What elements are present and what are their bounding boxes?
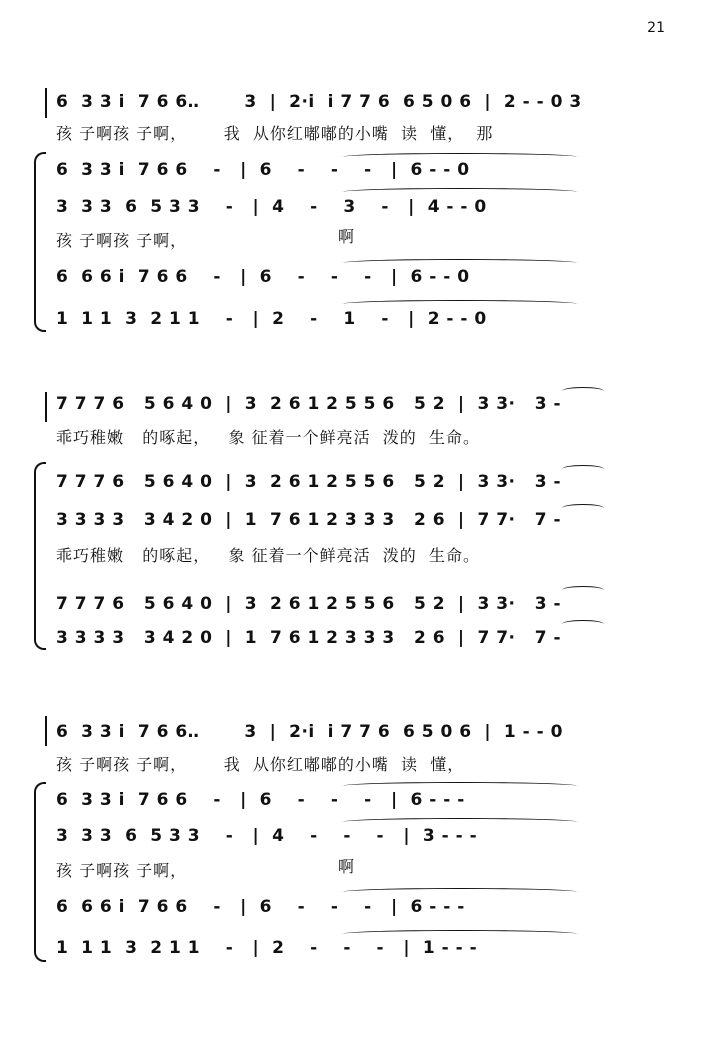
choir-part-2: 3 3 3 3 3 4 2 0 | 1 7 6 1 2 3 3 3 2 6 | 7 7· 7 - — [56, 510, 562, 530]
choir-part-1: 6 3 3 i 7 6 6 - | 6 - - - | 6 - - - — [56, 790, 465, 810]
choir-lyrics: 孩 子啊孩 子啊， — [56, 861, 188, 880]
tie — [342, 259, 578, 267]
solo-lyrics: 孩 子啊孩 子啊， 我 从你红嘟嘟的小嘴 读 懂， 那 — [56, 124, 494, 143]
choir-part-1: 6 3 3 i 7 6 6 - | 6 - - - | 6 - - 0 — [56, 160, 470, 180]
choir-part-4: 1 1 1 3 2 1 1 - | 2 - - - | 1 - - - — [56, 938, 478, 958]
choir-part-1: 7 7 7 6 5 6 4 0 | 3 2 6 1 2 5 5 6 5 2 | 3 3· 3 - — [56, 472, 562, 492]
choir-lyrics-ah: 啊 — [338, 227, 356, 246]
tie — [342, 930, 578, 938]
choir-part-3: 6 6 6 i 7 6 6 - | 6 - - - | 6 - - 0 — [56, 267, 470, 287]
choir-part-4: 3 3 3 3 3 4 2 0 | 1 7 6 1 2 3 3 3 2 6 | 7 7· 7 - — [56, 628, 562, 648]
choir-lyrics: 孩 子啊孩 子啊， — [56, 231, 188, 250]
solo-notes: 7 7 7 6 5 6 4 0 | 3 2 6 1 2 5 5 6 5 2 | 3 3· 3 - — [56, 394, 562, 414]
choir-part-3: 7 7 7 6 5 6 4 0 | 3 2 6 1 2 5 5 6 5 2 | 3 3· 3 - — [56, 594, 562, 614]
tie — [562, 586, 604, 594]
system-start-barline — [45, 88, 47, 118]
choir-part-4: 1 1 1 3 2 1 1 - | 2 - 1 - | 2 - - 0 — [56, 309, 487, 329]
tie — [342, 818, 578, 826]
page-number: 21 — [647, 20, 665, 36]
solo-notes: 6 3 3 i 7 6 6‥ 3 | 2·i i 7 7 6 6 5 0 6 | 2 - - 0 3 — [56, 92, 582, 112]
choir-brace — [34, 782, 46, 962]
system-start-barline — [45, 392, 47, 422]
choir-brace — [34, 152, 46, 332]
choir-part-2: 3 3 3 6 5 3 3 - | 4 - - - | 3 - - - — [56, 826, 478, 846]
choir-lyrics-ah: 啊 — [338, 857, 356, 876]
tie — [562, 465, 604, 473]
choir-brace — [34, 462, 46, 650]
system-start-barline — [45, 716, 47, 746]
solo-lyrics: 乖巧稚嫩 的啄起， 象 征着一个鲜亮活 泼的 生命。 — [56, 428, 480, 447]
tie — [562, 620, 604, 628]
solo-notes: 6 3 3 i 7 6 6‥ 3 | 2·i i 7 7 6 6 5 0 6 | 1 - - 0 — [56, 722, 563, 742]
tie — [342, 888, 578, 896]
choir-lyrics: 乖巧稚嫩 的啄起， 象 征着一个鲜亮活 泼的 生命。 — [56, 546, 480, 565]
tie — [342, 782, 578, 790]
solo-lyrics: 孩 子啊孩 子啊， 我 从你红嘟嘟的小嘴 读 懂， — [56, 755, 465, 774]
choir-part-3: 6 6 6 i 7 6 6 - | 6 - - - | 6 - - - — [56, 897, 465, 917]
tie — [562, 504, 604, 512]
tie — [342, 153, 578, 161]
choir-part-2: 3 3 3 6 5 3 3 - | 4 - 3 - | 4 - - 0 — [56, 197, 487, 217]
tie — [562, 387, 604, 395]
tie — [342, 300, 578, 308]
tie — [342, 188, 578, 196]
